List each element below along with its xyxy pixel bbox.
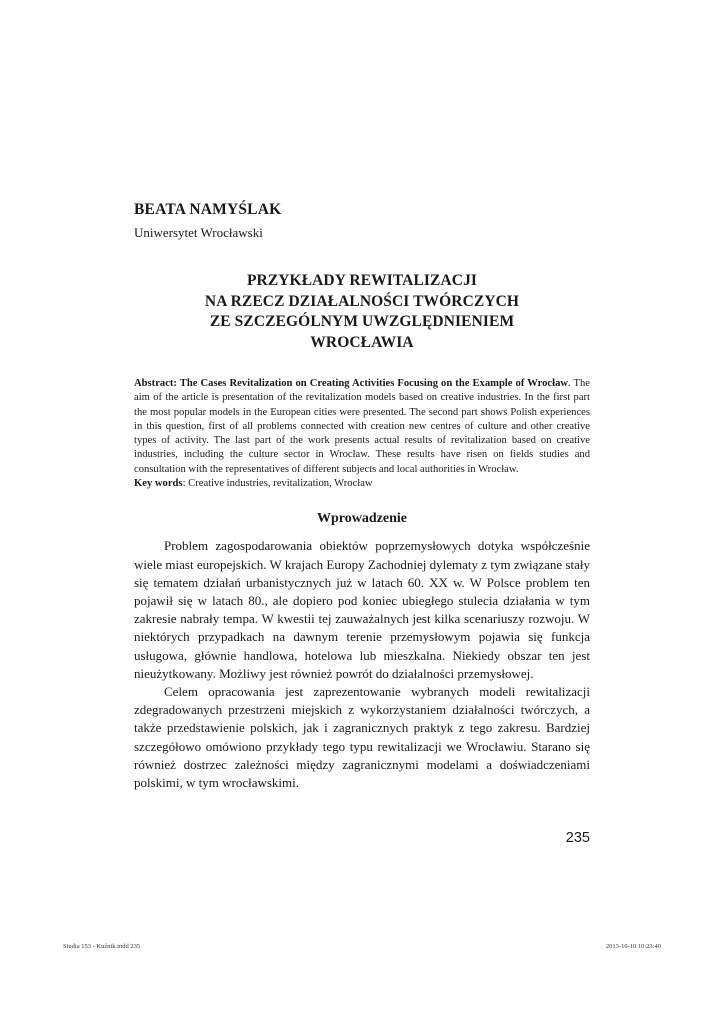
keywords-text: : Creative industries, revitalization, Wrocław (182, 478, 373, 490)
body-paragraph: Problem zagospodarowania obiektów poprzemysłowych dotyka współcześnie wiele miast europejskich. W krajach Europy Zachodniej dylematy z tym związane stały się tematem działań urbanistycznych już w latach 60. XX w. W Polsce problem ten pojawił się w latach 80., ale dopiero pod koniec ubiegłego stulecia działania w tym zakresie nabrały tempa. W kwestii tej zauważalnych jest kilka scenariuszy rozwoju. W niektórych przypadkach na dawnym terenie przemysłowym pojawia się funkcja usługowa, głównie handlowa, hotelowa lub mieszkalna. Niekiedy obszar ten jest nieużytkowany. Możliwy jest również powrót do działalności przemysłowej. (134, 538, 590, 681)
body-paragraph: Celem opracowania jest zaprezentowanie wybranych modeli rewitalizacji zdegradowanych przestrzeni miejskich z wykorzystaniem działalności twórczych, a także przedstawienie polskich, jak i zagranicznych praktyk z tego zakresu. Bardziej szczegółowo omówiono przykłady tego typu rewitalizacji we Wrocławiu. Starano się również dostrzec zależności między zagranicznymi modelami a doświadczeniami polskimi, w tym wrocławskimi. (134, 684, 590, 791)
article-header-and-body (134, 200, 590, 792)
title-line: ZE SZCZEGÓLNYM UWZGLĘDNIENIEM (209, 313, 515, 330)
abstract (134, 377, 590, 477)
page-number: 235 (565, 830, 590, 846)
print-slug-filename: Studia 153 - Kuźnik.indd 235 (63, 943, 141, 950)
keywords-label: Key words (134, 478, 183, 490)
abstract-label: Abstract: The Cases Revitalization on Creating Activities Focusing on the Example of Wrocław (134, 378, 569, 389)
title-line: WROCŁAWIA (310, 333, 414, 351)
section-heading: Wprowadzenie (317, 511, 407, 527)
author-affiliation: Uniwersytet Wrocławski (134, 225, 263, 240)
title-line: PRZYKŁADY REWITALIZACJI (246, 272, 478, 289)
author-name: BEATA NAMYŚLAK (134, 201, 282, 218)
title-line: NA RZECZ DZIAŁALNOŚCI TWÓRCZYCH (204, 292, 520, 310)
print-slug-timestamp: 2013-10-10 10:23:40 (605, 943, 661, 950)
keywords (134, 477, 590, 491)
abstract-text: . The aim of the article is presentation of the revitalization models based on creative industries. In the first part the most popular models in the European cities were presented. The second part shows Polish experiences in this question, first of all problems connected with creation new centres of culture and other creative types of activity. The last part of the work presents actual results of revitalization based on creative industries, including the culture sector in Wrocław. These results have risen on fields studies and consultation with the representatives of different subjects and local authorities in Wrocław. (134, 378, 590, 475)
article-title (134, 271, 590, 353)
